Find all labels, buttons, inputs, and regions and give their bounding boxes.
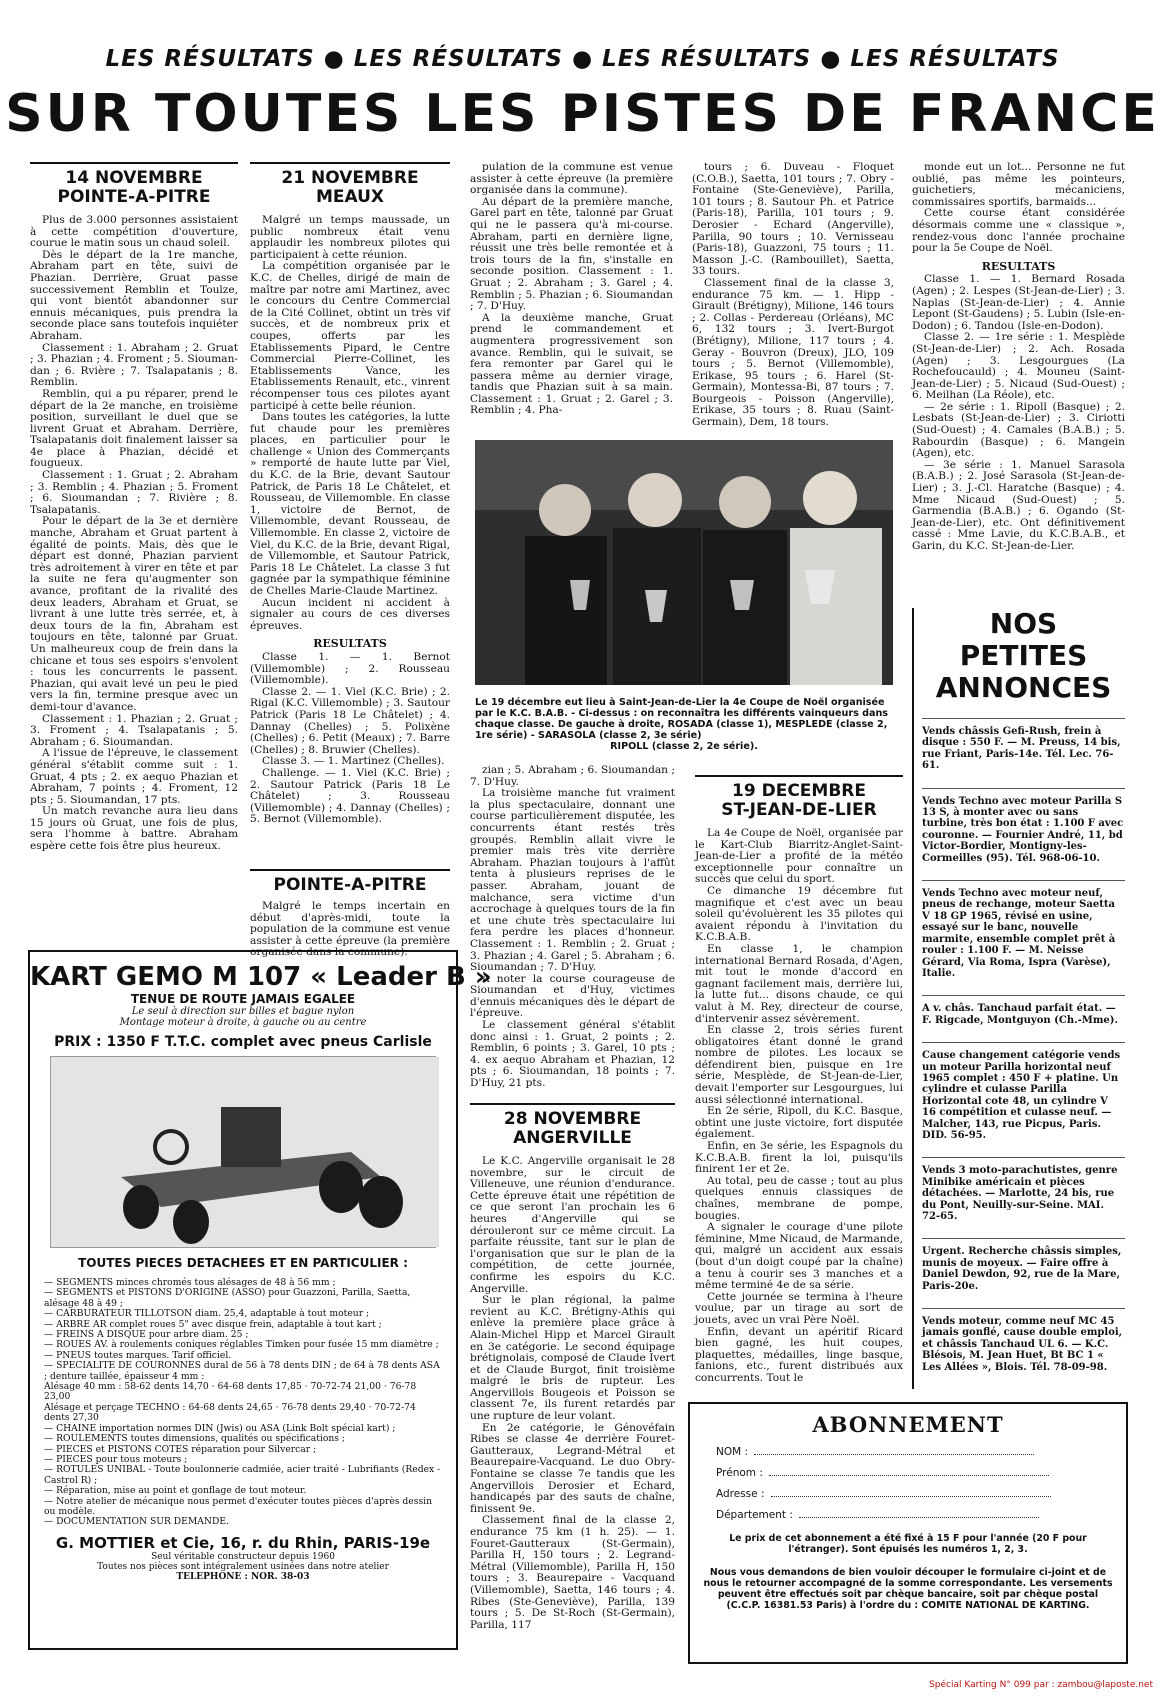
- list-item: — ARBRE AR complet roues 5" avec disque frein, adaptable à tout kart ;: [44, 1318, 382, 1330]
- col4-place: ST-JEAN-DE-LIER: [721, 800, 877, 820]
- col3-top: [470, 162, 673, 424]
- paragraph: Malgré un temps maussade, un public nombreux était venu applaudir les nombreux pilotes qui participaient à cette réunion.: [250, 214, 450, 261]
- photo-caption: [475, 697, 893, 752]
- caption-text-2: RIPOLL (classe 2, 2e série).: [610, 741, 758, 752]
- paragraph: Classement final de la classe 2, endurance 75 km (1 h. 25). — 1. Fouret-Gautteraux (St-Germain), Parilla H, 150 tours ; 2. Legrand-Métral (Villemomble), Parilla H, 150 tours ; 3. Beaurepaire - Vacquand (Villemomble), Saetta, 146 tours ; 4. Ribes (Ste-Geneviève), Parilla, 139 tours ; 5. De St-Roch (St-Germain), Parilla, 117: [470, 1514, 675, 1631]
- result-line: Classe 1. — 1. Bernard Rosada (Agen) ; 2. Lespes (St-Jean-de-Lier) ; 3. Naplas (St-Jean-de-Lier) ; 4. Annie Lepont (St-Gaudens) ; 5. Lubin (Isle-en-Dodon) ; 6. Tandou (Isle-en-Dodon).: [912, 273, 1125, 332]
- paragraph: Pour le départ de la 3e et dernière manche, Abraham et Gruat partent à égalité de points. Mais, dès que le départ est donné, Phazian parvient très adroitement à virer en tête et par la suite ne fera qu'augmenter son avance, profitant de la rivalité des deux leaders, Abraham et Gruat, se livrant à une lutte très serrée, et, à deux tours de la fin, Abraham est toujours en tête, talonné par Gruat. Un malheureux coup de frein dans la chicane et tous ses espoirs s'envolent : tous les concurrents le passent. Phazian, qui avait levé un peu le pied vers la fin, termine presque avec un demi-tour d'avance.: [30, 515, 238, 713]
- result-line: Classe 2. — 1. Viel (K.C. Brie) ; 2. Rigal (K.C. Villemomble) ; 3. Sautour Patrick (Paris 18 Le Châtelet) ; 4. Dannay (Chelles) ; 5. Polixène (Chelles) ; 6. Petit (Meaux) ; 7. Barre (Chelles) ; 8. Bruwier (Chelles).: [250, 685, 450, 756]
- paragraph: Malgré le temps incertain en début d'après-midi, toute la population de la commune est venue assister à cette épreuve (la première organisée dans la commune).: [250, 900, 450, 959]
- list-item: — CARBURATEUR TILLOTSON diam. 25,4, adaptable à tout moteur ;: [44, 1308, 370, 1320]
- list-item: — ROUES AV. à roulements coniques réglables Timken pour fusée 15 mm diamètre ;: [44, 1339, 439, 1351]
- paragraph: Enfin, en 3e série, les Espagnols du K.C.B.A.B. firent la loi, puisqu'ils finirent 1er et 2e.: [695, 1140, 903, 1176]
- col2: [250, 162, 450, 959]
- prenom-field[interactable]: [716, 1467, 1126, 1479]
- abonnement-note: Nous vous demandons de bien vouloir découper le formulaire ci-joint et de nous le retourner accompagné de la somme correspondante. Les versements peuvent être effectués soit par chèque bancaire, soit par chèque postal (C.C.P. 16381.53 Paris) à l'ordre du : COMITE NATIONAL DE KARTING.: [703, 1567, 1113, 1611]
- trophy-photo: [475, 440, 893, 685]
- paragraph: Plus de 3.000 personnes assistaient à cette compétition d'ouverture, courue le matin sous un chaud soleil.: [30, 214, 238, 250]
- paragraph: En classe 1, le champion international Bernard Rosada, d'Agen, mit tout le monde d'accord en gagnant facilement mais, derrière lui, la lutte fut... disons chaude, ce qui valut à M. Rey, directeur de course, d'intervenir assez sévèrement.: [695, 942, 903, 1025]
- paragraph: monde eut un lot... Personne ne fut oublié, pas même les pointeurs, guichetiers, mécaniciens, commissaires sportifs, barmaids...: [912, 161, 1125, 208]
- list-item: — PNEUS toutes marques. Tarif officiel.: [44, 1349, 232, 1361]
- result-line: — 3e série : 1. Manuel Sarasola (B.A.B.) ; 2. José Sarasola (St-Jean-de-Lier) ; 3. J.-Cl. Haratche (Basque) ; 4. Mme Nicaud (Sud-Ouest) ; 5. Garmendia (B.A.B.) ; 6. Ogando (St-Jean-de-Lier), etc. Ont définitivement cassé : Mme Lavie, du K.C.B.A.B., et Garin, du K.C. St-Jean-de-Lier.: [912, 458, 1125, 552]
- annonce-item: Vends 3 moto-parachutistes, genre Minibike américain et pièces détachées. — Marlotte, 24 bis, rue du Pont, Neuilly-sur-Seine. MAI. 72-65.: [922, 1157, 1125, 1222]
- paragraph: A l'issue de l'épreuve, le classement général s'établit comme suit : 1. Gruat, 4 pts ; 2. ex aequo Phazian et Abraham, 7 points ; 4. Froment, 12 pts ; 5. Sioumandan, 17 pts.: [30, 747, 238, 806]
- col5-top: [912, 162, 1125, 592]
- list-item: — ROTULES UNIBAL - Toute boulonnerie cadmiée, acier traité - Lubrifiants (Redex - Castrol R) ;: [44, 1464, 441, 1486]
- prenom-input[interactable]: [769, 1475, 1049, 1476]
- kart-ad-title: KART GEMO M 107 « Leader B »: [30, 962, 492, 992]
- col1-body: [30, 215, 238, 925]
- list-item: — CHAINE importation normes DIN (Jwis) ou ASA (Link Bolt spécial kart) ;: [44, 1422, 396, 1434]
- col1-date: 14 NOVEMBRE: [65, 168, 203, 188]
- kart-ad-footer: Toutes nos pièces sont intégralement usinées dans notre atelier: [97, 1561, 389, 1572]
- col3-mid-body2: [470, 1156, 675, 1641]
- col2-place: MEAUX: [315, 187, 385, 207]
- col2-body2: [250, 900, 450, 959]
- annonce-item: Vends moteur, comme neuf MC 45 jamais gonflé, cause double emploi, et châssis Tanchaud UL 6. — K.C. Blésois, M. Jean Huet, Bt BC 1 « Les Allées », Blois. Tél. 78-09-98.: [922, 1308, 1125, 1373]
- col3-place: ANGERVILLE: [513, 1128, 632, 1148]
- annonce-item: Vends châssis Gefi-Rush, frein à disque : 550 F. — M. Preuss, 14 bis, rue Friant, Paris-14e. Tél. Lec. 76-61.: [922, 718, 1125, 772]
- paragraph: Cette course étant considérée désormais comme une « classique », rendez-vous donc l'année prochaine pour la 5e Coupe de Noël.: [912, 207, 1125, 255]
- kart-parts-list: [44, 1278, 442, 1528]
- list-item: — Notre atelier de mécanique nous permet d'exécuter toutes pièces d'après dessin ou modèle.: [44, 1495, 433, 1517]
- col1-heading: [30, 162, 238, 207]
- paragraph: A signaler le courage d'une pilote féminine, Mme Nicaud, de Marmande, qui, malgré un accident aux essais (bout d'un doigt coupé par la chaîne) a tenu à courir ses 3 manches et a même terminé 4e de sa série.: [695, 1221, 903, 1292]
- departement-input[interactable]: [799, 1517, 1039, 1518]
- col2-body: [250, 215, 450, 855]
- result-line: Classe 1. — 1. Bernot (Villemomble) ; 2. Rousseau (Villemomble).: [250, 650, 450, 687]
- result-line: Classe 2. — 1re série : 1. Mesplède (St-Jean-de-Lier) ; 2. Ach. Rosada (Agen) ; 3. Lesgourgues (La Rochefoucauld) ; 4. Mouneu (Saint-Jean-de-Lier) ; 5. Nicaud (Sud-Ouest) ; 6. Meilhan (La Réole), etc.: [912, 331, 1125, 402]
- list-item: — SEGMENTS et PISTONS D'ORIGINE (ASSO) pour Guazzoni, Parilla, Saetta, alésage 48 à 49 ;: [44, 1287, 411, 1309]
- paragraph: Le classement général s'établit donc ainsi : 1. Gruat, 2 points ; 2. Remblin, 6 points ; 3. Garel, 10 pts ; 4. ex aequo Abraham et Phazian, 12 pts ; 6. Sioumandan, 18 points ; 7. D'Huy, 21 pts.: [470, 1019, 675, 1090]
- kart-ad-phone: TELEPHONE : NOR. 38-03: [176, 1571, 310, 1582]
- paragraph: La 4e Coupe de Noël, organisée par le Kart-Club Biarritz-Anglet-Saint-Jean-de-Lier a profité de la météo exceptionnelle pour connaître un succès que celui du sport.: [695, 827, 903, 886]
- paragraph: En classe 2, trois séries furent obligatoires étant donné le grand nombre de pilotes. Les locaux se défendirent bien, puisque en 1re série, Mesplède, de St-Jean-de-Lier, devait l'emporter sur Lesgourgues, lui aussi sélectionné international.: [695, 1024, 903, 1106]
- annonce-item: A v. châs. Tanchaud parfait état. — F. Rigcade, Montguyon (Ch.-Mme).: [922, 995, 1125, 1026]
- annonces-title: NOS PETITES: [959, 607, 1088, 672]
- abonnement-note: Le prix de cet abonnement a été fixé à 15 F pour l'année (20 F pour l'étranger). Sont épuisés les numéros 1, 2, 3.: [729, 1533, 1087, 1555]
- list-item: — PIECES et PISTONS COTES réparation pour Silvercar ;: [44, 1443, 317, 1455]
- paragraph: Dans toutes les catégories, la lutte fut chaude pour les premières places, en particulier pour le challenge « Union des Commerçants » remporté de haute lutte par Viel, du K.C. de la Brie, devant Sautour Patrick, de Paris 18 Le Châtelet, et Rousseau, de Villemomble. En classe 1, victoire de Bernot, de Villemomble, devant Rousseau, de Villemomble. En classe 2, victoire de Viel, du K.C. de la Brie, devant Rigal, de Villemomble, et Sautour Patrick, Paris 18 Le Châtelet. La classe 3 fut gagnée par la sympathique féminine de Chelles Marie-Claude Martinez.: [250, 411, 450, 597]
- annonce-item: Vends Techno avec moteur neuf, pneus de rechange, moteur Saetta V 18 GP 1965, révisé en usine, essayé sur le banc, nouvelle marmite, ensemble complet prêt à rouler : 1.100 F. — M. Neisse Gérard, Via Roma, Ispra (Varèse), Italie.: [922, 880, 1125, 979]
- annonce-item: Vends Techno avec moteur Parilla S 13 S, à monter avec ou sans turbine, très bon état : 1.100 F avec couronne. — Fournier André, 11, bd Victor-Bordier, Montigny-les-Cormeilles (95). Tél. 968-06-10.: [922, 788, 1125, 864]
- paragraph: La compétition organisée par le K.C. de Chelles, dirigé de main de maître par notre ami Martinez, avec le concours du Centre Commercial de la Cité Collinet, obtint un très vif succès, et de nombreux prix et coupes, offerts par les Etablissements Pipard, le Centre Commercial Pierre-Collinet, les Etablissements Vance, les Etablissements Renault, etc., vinrent récompenser tous ces pilotes ayant participé à cette belle réunion.: [250, 260, 450, 412]
- list-item: Alésage 40 mm : 58-62 dents 14,70 · 64-68 dents 17,85 · 70-72-74 21,00 · 76-78 23,00: [44, 1381, 417, 1403]
- departement-label: Département :: [716, 1509, 793, 1521]
- paragraph: Dès le départ de la 1re manche, Abraham part en tête, suivi de Phazian. Derrière, Gruat passe successivement Remblin et Toulze, qui vont bientôt abandonner sur ennuis mécaniques, puis prendra la seconde place sans toutefois inquiéter Abraham.: [30, 248, 238, 342]
- nom-field[interactable]: [716, 1446, 1126, 1458]
- caption-text: Le 19 décembre eut lieu à Saint-Jean-de-Lier la 4e Coupe de Noël organisée par le K.C. B.A.B. - Ci-dessus : on reconnaîtra les différents vainqueurs dans chaque classe. De gauche à droite, ROSADA (classe 1), MESPLEDE (classe 2, 1re série) - SARASOLA (classe 2, 3e série): [475, 697, 888, 741]
- paragraph: Enfin, devant un apéritif Ricard bien gagné, les huit coupes, plaquettes, médailles, linge basque, fanions, etc., furent distribués aux concurrents. Tout le: [695, 1325, 903, 1384]
- paragraph: Sur le plan régional, la palme revient au K.C. Brétigny-Athis qui enlève la première place grâce à Alain-Michel Hipp et Marcel Girault en 3e catégorie. Le second équipage brétignolais, composé de Claude Ivert et de Claude Burgot, finit troisième malgré le bris de rupteur. Les Angervillois Bougeois et Poisson se classent 7e, ils furent retardés par une rupture de leur volant.: [470, 1294, 675, 1423]
- col4-mid: [695, 775, 903, 1426]
- annonce-item: Cause changement catégorie vends un moteur Parilla horizontal neuf 1965 complet : 450 F + platine. Un cylindre et culasse Parilla Horizontal cote 48, un cylindre V 16 compétition et culasse neuf. — Malcher, 143, rue Picpus, Paris. DID. 56-95.: [922, 1042, 1125, 1141]
- paragraph: zian ; 5. Abraham ; 6. Sioumandan ; 7. D'Huy.: [470, 764, 675, 788]
- col3-mid: [470, 765, 675, 1641]
- paragraph: Classement : 1. Gruat ; 2. Abraham ; 3. Remblin ; 4. Phazian ; 5. Froment ; 6. Sioumandan ; 7. Rivière ; 8. Tsalapatanis.: [30, 469, 238, 516]
- col4-date: 19 DECEMBRE: [732, 781, 866, 801]
- kart-ad-subtitle: TENUE DE ROUTE JAMAIS EGALEE: [130, 992, 356, 1006]
- kart-ad: [28, 950, 492, 1650]
- paragraph: Classement : 1. Phazian ; 2. Gruat ; 3. Froment ; 4. Tsalapatanis ; 5. Abraham ; 6. Sioumandan.: [30, 712, 238, 748]
- list-item: — DOCUMENTATION SUR DEMANDE.: [44, 1516, 229, 1528]
- abonnement-form: [688, 1402, 1128, 1664]
- footer-credit: Spécial Karting N° 099 par : zambou@laposte.net: [929, 1680, 1153, 1690]
- kart-ad-company: G. MOTTIER et Cie, 16, r. du Rhin, PARIS-19e: [55, 1533, 431, 1552]
- paragraph: pulation de la commune est venue assister à cette épreuve (la première organisée dans la commune).: [470, 161, 673, 197]
- paragraph: En 2e série, Ripoll, du K.C. Basque, obtint une juste victoire, fort disputée également.: [695, 1105, 903, 1141]
- annonce-item: Urgent. Recherche châssis simples, munis de moyeux. — Faire offre à Daniel Dewdon, 92, rue de la Mare, Paris-20e.: [922, 1238, 1125, 1292]
- col3-heading: [470, 1103, 675, 1148]
- paragraph: A la deuxième manche, Gruat prend le commandement et augmentera progressivement son avance. Remblin, qui le suivait, se fera remonter par Garel qui le passera même au dernier virage, tandis que Phazian suit à sa main. Classement : 1. Gruat ; 2. Garel ; 3. Remblin ; 4. Pha-: [470, 311, 673, 417]
- col4-mid-body: [695, 828, 903, 1426]
- paragraph: Cette journée se termina à l'heure voulue, par un tirage au sort de jouets, avec un vrai Père Noël.: [695, 1290, 903, 1326]
- list-item: Alésage et perçage TECHNO : 64-68 dents 24,65 · 76-78 dents 29,40 · 70-72-74 dents 27,30: [44, 1401, 416, 1424]
- abonnement-title: ABONNEMENT: [812, 1412, 1004, 1437]
- nom-input[interactable]: [754, 1454, 1034, 1455]
- kart-ad-line: Le seul à direction sur billes et bague nylon: [131, 1006, 355, 1017]
- paragraph: Aucun incident ni accident à signaler au cours de ces diverses épreuves.: [250, 596, 450, 632]
- paragraph: En 2e catégorie, le Génovéfain Ribes se classe 4e derrière Fouret-Gautteraux, Legrand-Métral et Beaurepaire-Vacquand. Le duo Obry-Fontaine se classe 7e tandis que les Angervillois Derosier et Echard, handicapés par des sauts de chaîne, finissent 9e.: [470, 1421, 675, 1515]
- paragraph: Un match revanche aura lieu dans 15 jours où Gruat, une fois de plus, sera l'homme à battre. Abraham espère cette fois être plus heureux.: [30, 805, 238, 853]
- prenom-label: Prénom :: [716, 1467, 763, 1479]
- list-item: — SEGMENTS minces chromés tous alésages de 48 à 56 mm ;: [44, 1277, 336, 1288]
- col1: [30, 162, 238, 925]
- paragraph: Le K.C. Angerville organisait le 28 novembre, sur le circuit de Villeneuve, une réunion d'endurance. Cette épreuve était une répétition de ce que seront l'an prochain les 6 heures d'Angerville qui se dérouleront sur ce même circuit. La parfaite réussite, tant sur le plan de l'organisation que sur le plan de la compétition, de cette journée, confirme les espoirs du K.C. Angerville.: [470, 1155, 675, 1295]
- results-title: RESULTATS: [981, 259, 1056, 273]
- kicker: LES RÉSULTATS ● LES RÉSULTATS ● LES RÉSULTATS ● LES RÉSULTATS: [105, 46, 1060, 72]
- col2-date: 21 NOVEMBRE: [281, 168, 419, 188]
- adresse-label: Adresse :: [716, 1488, 765, 1500]
- col3-mid-body: [470, 765, 675, 1095]
- departement-field[interactable]: [716, 1509, 1126, 1521]
- kart-ad-line: Montage moteur à droite, à gauche ou au centre: [119, 1017, 367, 1028]
- kart-parts-title: TOUTES PIECES DETACHEES ET EN PARTICULIER :: [78, 1256, 408, 1270]
- result-line: Classe 3. — 1. Martinez (Chelles).: [262, 755, 445, 768]
- col4-heading: [695, 775, 903, 820]
- kart-photo: [50, 1056, 436, 1248]
- kart-ad-footer: Seul véritable constructeur depuis 1960: [151, 1551, 335, 1562]
- annonces: [912, 608, 1125, 1389]
- kart-icon: [51, 1057, 439, 1247]
- annonces-title-2: ANNONCES: [935, 671, 1112, 704]
- paragraph: tours ; 6. Duveau - Floquet (C.O.B.), Saetta, 101 tours ; 7. Obry - Fontaine (Ste-Geneviève), Parilla, 101 tours ; 8. Sautour Ph. et Patrice (Paris-18), Parilla, 101 tours ; 9. Derosier - Echard (Angerville), Parilla, 90 tours ; 10. Vernisseau (Paris-18), Guazzoni, 75 tours ; 11. Masson J.-C. (Rambouillet), Saetta, 33 tours.: [692, 161, 894, 278]
- paragraph: Au total, peu de casse ; tout au plus quelques ennuis classiques de chaînes, membrane de pompe, bougies.: [695, 1174, 903, 1222]
- adresse-field[interactable]: [716, 1488, 1126, 1500]
- paragraph: A noter la course courageuse de Sioumandan et d'Huy, victimes d'ennuis mécaniques dès le départ de l'épreuve.: [470, 972, 675, 1020]
- col3-date: 28 NOVEMBRE: [503, 1109, 642, 1129]
- paragraph: Ce dimanche 19 décembre fut magnifique et c'est avec un beau soleil qu'évoluèrent les 35 pilotes qui avaient répondu à l'invitation du K.C.B.A.B.: [695, 884, 903, 944]
- paragraph: La troisième manche fut vraiment la plus spectaculaire, donnant une course particulièrement disputée, les concurrents étant restés très groupés. Remblin allait vivre le premier mais très vite derrière Abraham. Phazian toujours à l'affût tenta à plusieurs reprises de le passer. Abraham, jouant de malchance, sera victime d'un accrochage à quelques tours de la fin et une chute très spectaculaire lui fera perdre les places d'honneur. Classement : 1. Remblin ; 2. Gruat ; 3. Phazian ; 4. Garel ; 5. Abraham ; 6. Sioumandan ; 7. D'Huy.: [470, 787, 675, 974]
- list-item: — PIECES pour tous moteurs ;: [44, 1453, 188, 1465]
- list-item: — ROULEMENTS toutes dimensions, qualités ou spécifications ;: [44, 1433, 346, 1445]
- result-line: Challenge. — 1. Viel (K.C. Brie) ; 2. Sautour Patrick (Paris 18 Le Châtelet) ; 3. Rousseau (Villemomble) ; 4. Dannay (Chelles) ; 5. Bernot (Villemomble).: [250, 766, 450, 826]
- col2-heading2: POINTE-A-PITRE: [250, 869, 450, 895]
- paragraph: Remblin, qui a pu réparer, prend le départ de la 2e manche, en troisième position, surveillant le duel que se livrent Gruat et Abraham. Derrière, Tsalapatanis doit finalement laisser sa 4e place à Phazian, décidé et fougueux.: [30, 387, 238, 470]
- list-item: — FREINS A DISQUE pour arbre diam. 25 ;: [44, 1329, 249, 1341]
- adresse-input[interactable]: [771, 1496, 1051, 1497]
- list-item: — SPECIALITE DE COURONNES dural de 56 à 78 dents DIN ; de 64 à 78 dents ASA ; denture taillée, épaisseur 4 mm :: [44, 1360, 440, 1382]
- nom-label: NOM :: [716, 1446, 749, 1458]
- paragraph: Classement final de la classe 3, endurance 75 km. — 1. Hipp - Girault (Brétigny), Milione, 146 tours ; 2. Collas - Perdereau (Orléans), MC 6, 132 tours ; 3. Ivert-Burgot (Brétigny), Milione, 117 tours ; 4. Geray - Bouvron (Dreux), JLO, 109 tours ; 5. Bernot (Villemomble), Erikase, 95 tours ; 6. Harel (St-Germain), Montessa-Bi, 87 tours ; 7. Bourgeois - Poisson (Angerville), Erikase, 35 tours ; 8. Ruau (Saint-Germain), Dem, 18 tours.: [692, 276, 894, 429]
- results-title: RESULTATS: [313, 637, 387, 651]
- paragraph: Classement : 1. Abraham ; 2. Gruat ; 3. Phazian ; 4. Froment ; 5. Sioumandan ; 6. Rvière ; 7. Tsalapatanis ; 8. Remblin.: [30, 341, 238, 389]
- col2-heading: [250, 162, 450, 207]
- paragraph: Au départ de la première manche, Garel part en tête, talonné par Gruat qui ne le passera qu'à mi-course. Abraham, parti en dernière ligne, réussit une très belle remontée et à trois tours de la fin, s'installe en seconde position. Classement : 1. Gruat ; 2. Abraham ; 3. Garel ; 4. Remblin ; 5. Phazian ; 6. Sioumandan ; 7. D'Huy.: [470, 195, 673, 313]
- list-item: — Réparation, mise au point et gonflage de tout moteur.: [44, 1485, 307, 1497]
- col1-place: POINTE-A-PITRE: [57, 187, 211, 207]
- trophy-photo-image: [475, 440, 893, 685]
- kart-ad-price: PRIX : 1350 F T.T.C. complet avec pneus Carlisle: [54, 1034, 432, 1050]
- result-line: — 2e série : 1. Ripoll (Basque) ; 2. Lesbats (St-Jean-de-Lier) ; 3. Ciriotti (Sud-Ouest) ; 4. Camales (B.A.B.) ; 5. Rabourdin (Basque) ; 6. Mangein (Agen), etc.: [912, 400, 1125, 460]
- headline: SUR TOUTES LES PISTES DE FRANCE: [5, 84, 1160, 144]
- col4-top: [692, 161, 894, 429]
